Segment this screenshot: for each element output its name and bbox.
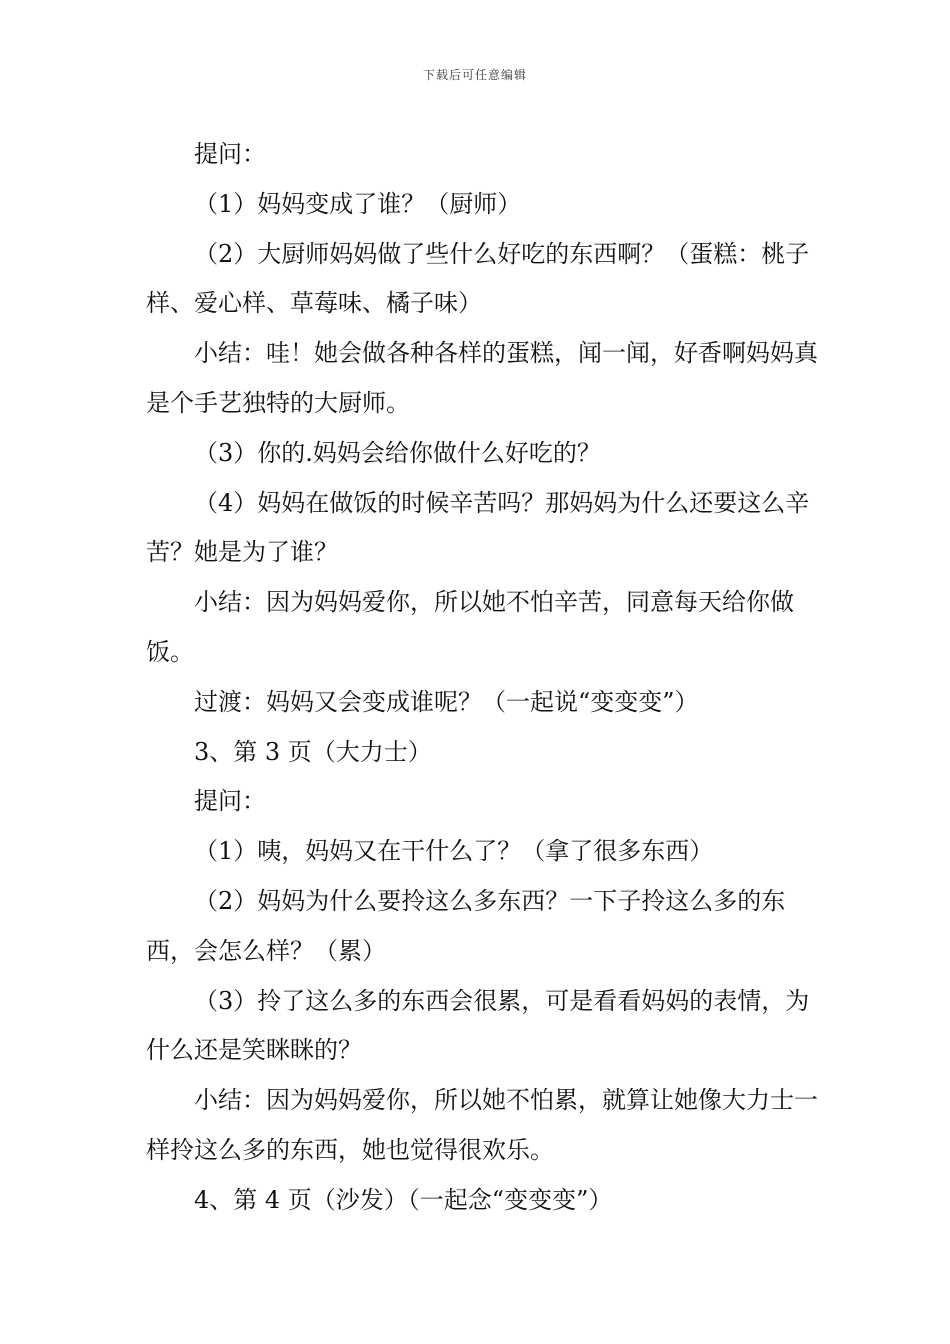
paragraph-3: （2）大厨师妈妈做了些什么好吃的东西啊？（蛋糕：桃子样、爱心样、草莓味、橘子味） [146,239,810,318]
paragraph-1: 提问： [194,140,266,168]
document-body [146,130,826,1226]
paragraph-10: 提问： [194,787,266,816]
paragraph-15: 4、第 4 页（沙发）（一起念“变变变”） [194,1185,613,1214]
paragraph-7: 小结：因为妈妈爱你，所以她不怕辛苦，同意每天给你做饭。 [146,588,794,666]
page-header-note: 下载后可任意编辑 [422,68,527,82]
paragraph-14: 小结：因为妈妈爱你，所以她不怕累，就算让她像大力士一样拎这么多的东西，她也觉得很欢乐。 [146,1086,818,1164]
paragraph-12: （2）妈妈为什么要拎这么多东西？一下子拎这么多的东西，会怎么样？（累） [146,886,786,965]
paragraph-11: （1）咦，妈妈又在干什么了？（拿了很多东西） [194,837,714,866]
paragraph-5: （3）你的.妈妈会给你做什么好吃的？ [194,438,601,467]
paragraph-9: 3、第 3 页（大力士） [194,737,432,766]
paragraph-2: （1）妈妈变成了谁？（厨师） [194,189,522,218]
paragraph-4: 小结：哇！她会做各种各样的蛋糕，闻一闻，好香啊妈妈真是个手艺独特的大厨师。 [146,339,818,417]
paragraph-8: 过渡：妈妈又会变成谁呢？（一起说“变变变”） [194,687,699,716]
paragraph-6: （4）妈妈在做饭的时候辛苦吗？那妈妈为什么还要这么辛苦？她是为了谁？ [146,488,810,567]
paragraph-13: （3）拎了这么多的东西会很累，可是看看妈妈的表情，为什么还是笑眯眯的？ [146,986,810,1065]
